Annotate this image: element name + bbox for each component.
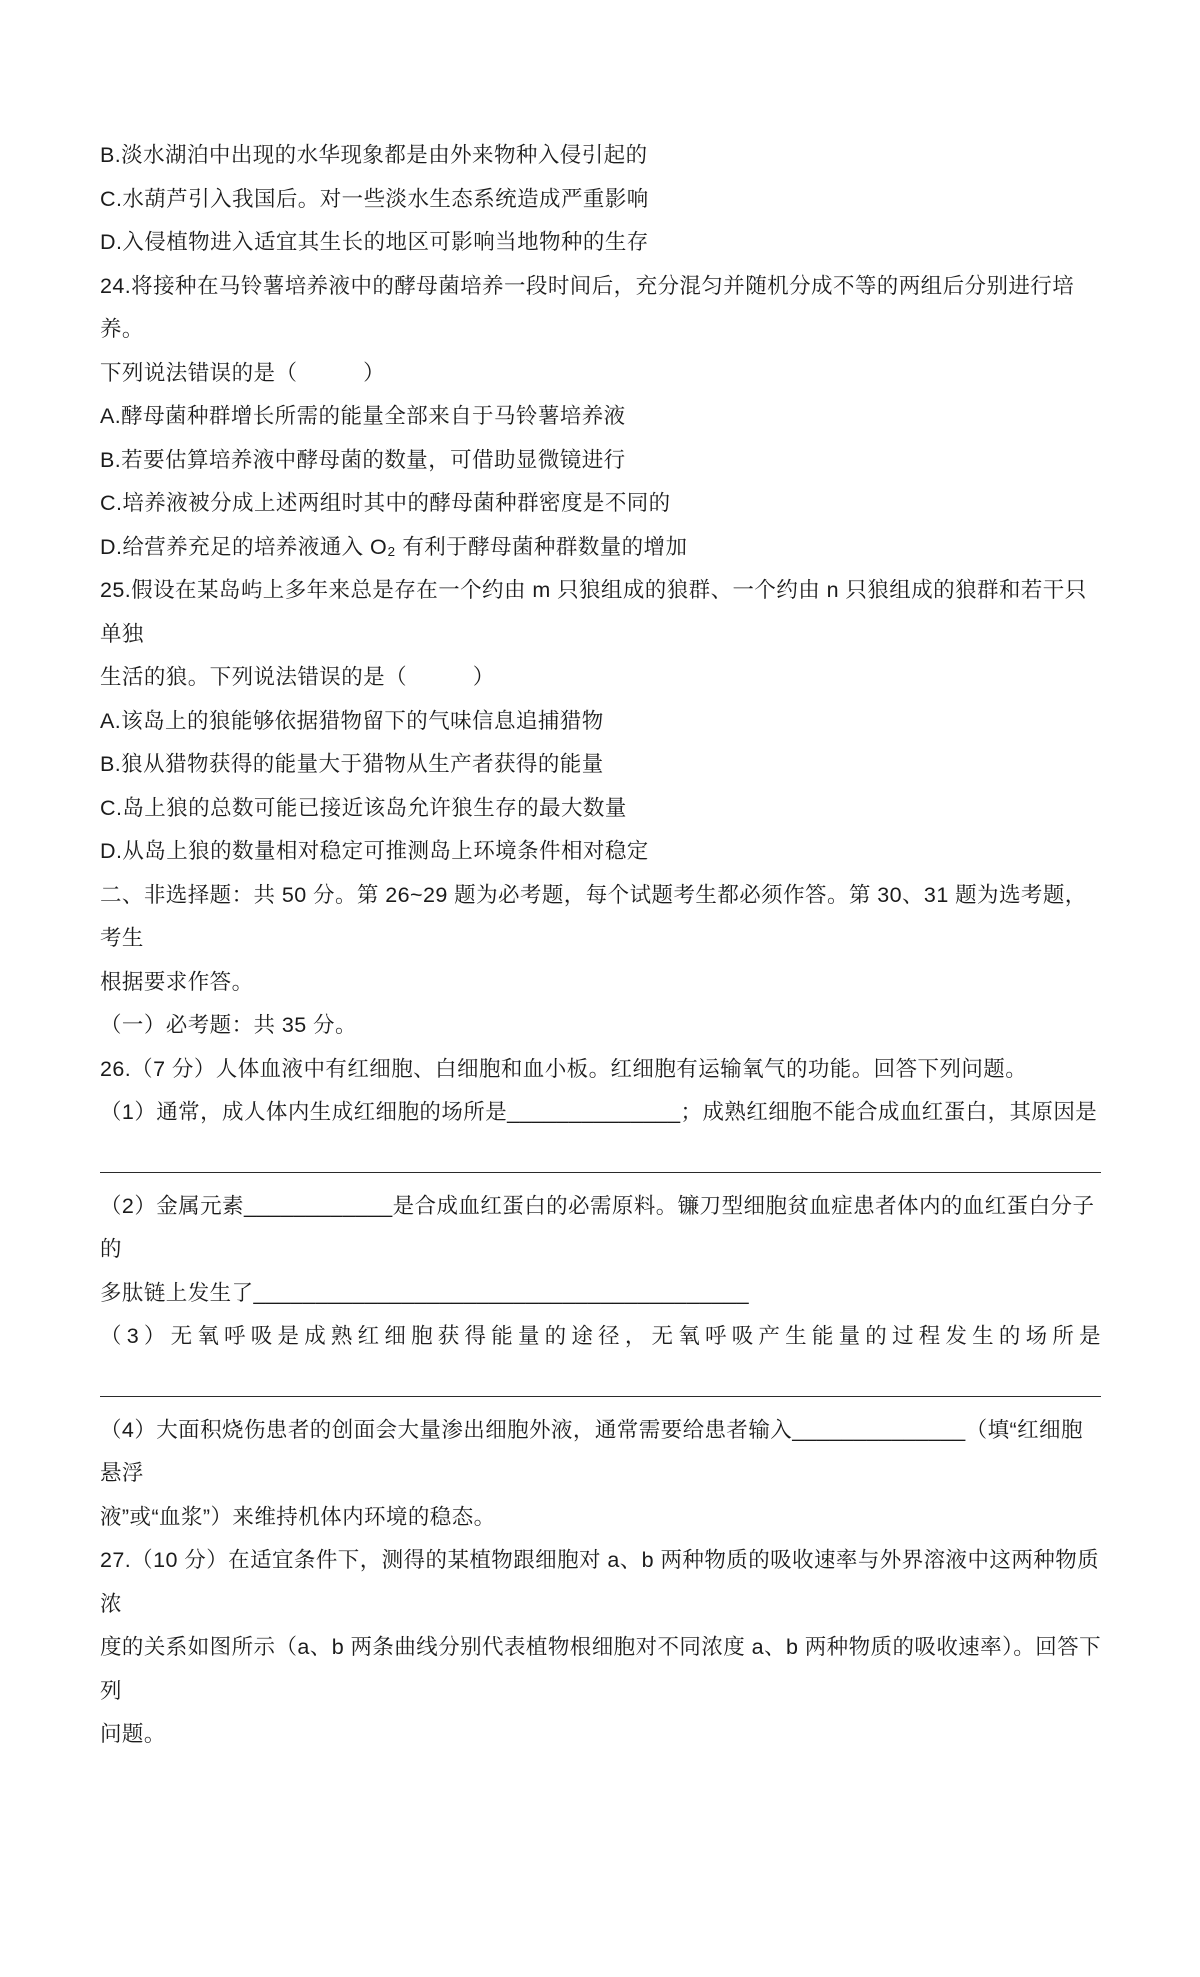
q26-part-1-answer-blank-line xyxy=(100,1135,1101,1185)
q26-part-1: （1）通常，成人体内生成红细胞的场所是______________；成熟红细胞不能合成血红蛋白，其原因是 xyxy=(100,1100,1098,1124)
q25-option-c: C.岛上狼的总数可能已接近该岛允许狼生存的最大数量 xyxy=(100,795,627,820)
q24-option-c: C.培养液被分成上述两组时其中的酵母菌种群密度是不同的 xyxy=(100,491,671,515)
q24-option-a: A.酵母菌种群增长所需的能量全部来自于马铃薯培养液 xyxy=(100,404,626,428)
q26-part-3: （3）无氧呼吸是成熟红细胞获得能量的途径，无氧呼吸产生能量的过程发生的场所是 xyxy=(100,1324,1101,1348)
q25-option-d: D.从岛上狼的数量相对稳定可推测岛上环境条件相对稳定 xyxy=(100,839,649,863)
q26-part-4-line-1: （4）大面积烧伤患者的创面会大量渗出细胞外液，通常需要给患者输入______________（填“红细胞悬浮 xyxy=(100,1417,1083,1485)
q24-stem-line-1: 24.将接种在马铃薯培养液中的酵母菌培养一段时间后，充分混匀并随机分成不等的两组后分别进行培养。 xyxy=(100,273,1075,341)
q26-stem: 26.（7 分）人体血液中有红细胞、白细胞和血小板。红细胞有运输氧气的功能。回答下列问题。 xyxy=(100,1056,1028,1081)
q27-stem-line-1: 27.（10 分）在适宜条件下，测得的某植物跟细胞对 a、b 两种物质的吸收速率与外界溶液中这两种物质浓 xyxy=(100,1548,1100,1616)
q26-part-2-line-2: 多肽链上发生了________________________________________ xyxy=(100,1280,750,1305)
q23-option-b: B.淡水湖泊中出现的水华现象都是由外来物种入侵引起的 xyxy=(100,143,648,167)
q23-option-c: C.水葫芦引入我国后。对一些淡水生态系统造成严重影响 xyxy=(100,186,649,211)
q24-option-b: B.若要估算培养液中酵母菌的数量，可借助显微镜进行 xyxy=(100,447,626,472)
q25-option-a: A.该岛上的狼能够依据猎物留下的气味信息追捕猎物 xyxy=(100,708,604,733)
q25-stem-line-2: 生活的狼。下列说法错误的是（ ） xyxy=(100,665,495,689)
q25-stem-line-1: 25.假设在某岛屿上多年来总是存在一个约由 m 只狼组成的狼群、一个约由 n 只狼组成的狼群和若干只单独 xyxy=(100,578,1087,646)
q26-part-2-line-1: （2）金属元素____________是合成血红蛋白的必需原料。镰刀型细胞贫血症患者体内的血红蛋白分子的 xyxy=(100,1193,1095,1261)
q27-stem-line-3: 问题。 xyxy=(100,1722,166,1746)
q24-stem-line-2: 下列说法错误的是（ ） xyxy=(100,360,386,385)
section-2-header-line-1: 二、非选择题：共 50 分。第 26~29 题为必考题，每个试题考生都必须作答。第 30、31 题为选考题，考生 xyxy=(100,882,1087,950)
q26-part-3-answer-blank-line xyxy=(100,1359,1101,1409)
q23-option-d: D.入侵植物进入适宜其生长的地区可影响当地物种的生存 xyxy=(100,230,649,254)
q25-option-b: B.狼从猎物获得的能量大于猎物从生产者获得的能量 xyxy=(100,752,604,776)
section-2-header-line-2: 根据要求作答。 xyxy=(100,969,254,994)
q26-part-4-line-2: 液”或“血浆”）来维持机体内环境的稳态。 xyxy=(100,1504,496,1529)
q24-option-d: D.给营养充足的培养液通入 O₂ 有利于酵母菌种群数量的增加 xyxy=(100,534,688,559)
required-part-header: （一）必考题：共 35 分。 xyxy=(100,1013,357,1037)
q27-stem-line-2: 度的关系如图所示（a、b 两条曲线分别代表植物根细胞对不同浓度 a、b 两种物质的吸收速率）。回答下列 xyxy=(100,1635,1102,1703)
